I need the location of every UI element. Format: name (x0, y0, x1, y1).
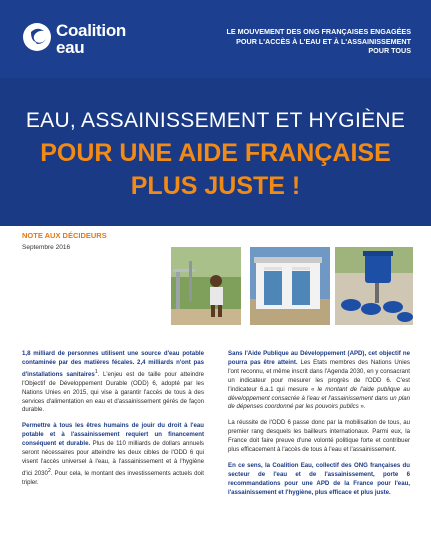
paragraph-text: . L'enjeu est de taille pour atteindre l'Objectif de Développement Durable (ODD) 6, adopté par les Nations Unies en 2015, qui vise à garantir l'accès de tous à des services d'alimentation en eau et d'assainissement gérés de façon durable. (22, 370, 204, 414)
tagline-line: LE MOUVEMENT DES ONG FRANÇAISES ENGAGÉES (226, 27, 411, 36)
paragraph (22, 350, 204, 415)
header-band (0, 0, 431, 78)
paragraph-text: Plus de 110 milliards de dollars annuels seront nécessaires pour atteindre les deux cibles de l'ODD 6 qui visent l'accès universel à l'eau, à l'assainissement et à l'hygiène d'ici 2030 (22, 440, 204, 477)
paragraph (228, 462, 410, 498)
paragraph-lead: Permettre à tous les êtres humains de jouir du droit à l'eau potable et à l'assainissement requiert un financement conséquent et durable. (22, 422, 204, 448)
photo-child-at-water-tap (171, 247, 241, 325)
title-band (0, 78, 431, 226)
photo-water-containers (335, 247, 413, 325)
logo-wordmark-coalition: Coalition (56, 21, 127, 40)
paragraph-text: La réussite de l'ODD 6 passe donc par la mobilisation de tous, au premier rang desquels les bailleurs internationaux. Parmi eux, la France doit faire preuve d'une volonté politique forte et contribuer plus efficacement à l'accès de tous à l'eau et l'assainissement. (228, 419, 410, 454)
water-drop-logo-icon (22, 22, 52, 52)
paragraph (228, 350, 410, 412)
body-column-left (22, 350, 204, 495)
paragraph-lead: En ce sens, la Coalition Eau, collectif des ONG françaises du secteur de l'eau et de l'assainissement, porte 6 recommandations pour une APD de la France pour l'eau, l'assainissement et l'hygiène, plus efficace et plus juste. (228, 461, 410, 496)
photo-latrines (250, 247, 330, 325)
paragraph-text: . Pour cela, le montant des investissements actuels doit tripler. (22, 469, 204, 486)
footnote-ref: 2 (47, 467, 51, 474)
paragraph-lead: Sans l'Aide Publique au Développement (APD), cet objectif ne pourra pas être atteint. (228, 350, 410, 366)
title-line-1: EAU, ASSAINISSEMENT ET HYGIÈNE (25, 109, 406, 132)
paragraph-text: Les Etats membres des Nations Unies l'ont reconnu, et même inscrit dans l'Agenda 2030, en y consacrant un indicateur pour mesurer les progrès de l'ODD 6. C'est l'indicateur 6.a.1 qui mesure « (228, 358, 410, 393)
paragraph-lead: 1,8 milliard de personnes utilisent une source d'eau potable contaminée par des matières fécales. 2,4 milliards n'ont pas d'installations sanitaires (22, 350, 204, 378)
footnote-ref: 1 (94, 368, 98, 375)
title-line-3: PLUS JUSTE ! (130, 172, 301, 200)
section-label: NOTE AUX DÉCIDEURS (22, 231, 107, 240)
tagline (191, 27, 411, 56)
body-column-right (228, 350, 410, 505)
paragraph-text: ». (360, 403, 366, 411)
paragraph (22, 422, 204, 487)
tagline-line: POUR L'ACCÈS À L'EAU ET À L'ASSAINISSEMENT (236, 36, 411, 46)
paragraph (228, 419, 410, 455)
coalition-eau-logo (22, 18, 142, 58)
logo-wordmark-eau: eau (56, 38, 85, 57)
tagline-line: POUR TOUS (368, 46, 411, 55)
publication-date: Septembre 2016 (22, 244, 71, 251)
quoted-indicator: le montant de l'aide publique au développement consacrée à l'eau et l'assainissement dans un plan de dépenses coordonné par les pouvoirs publics (228, 385, 410, 411)
title-line-2: POUR UNE AIDE FRANÇAISE (40, 139, 391, 167)
